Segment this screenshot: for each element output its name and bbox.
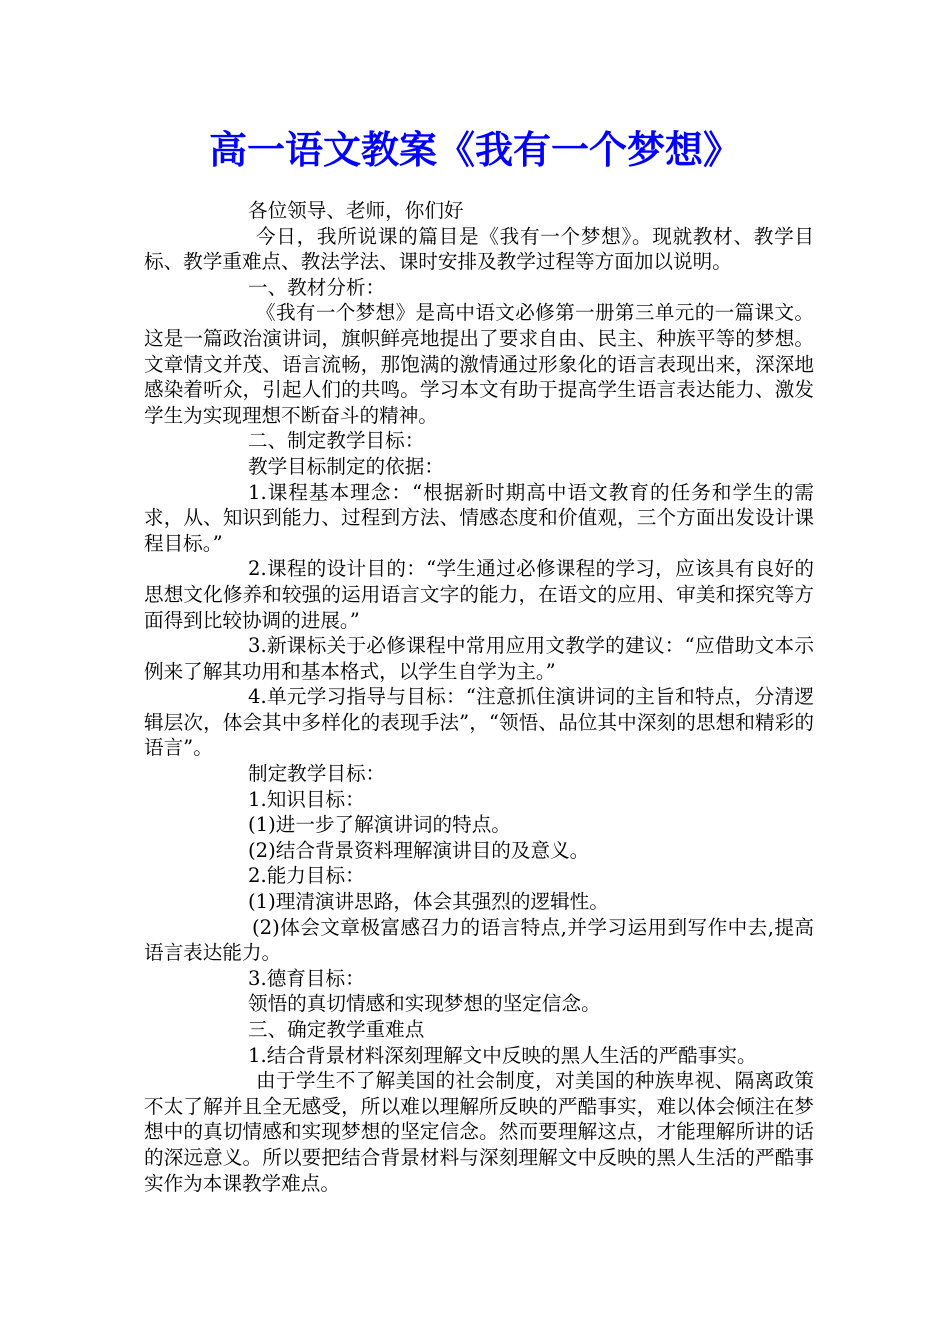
paragraph-intro: 今日，我所说课的篇目是《我有一个梦想》。现就教材、教学目标、教学重难点、教法学法、课时安排及教学过程等方面加以说明。 [144, 224, 814, 274]
paragraph-basis-2: 2.课程的设计目的：“学生通过必修课程的学习，应该具有良好的思想文化修养和较强的运用语言文字的能力，在语文的应用、审美和探究等方面得到比较协调的进展。” [144, 557, 814, 632]
paragraph-knowledge-1: (1)进一步了解演讲词的特点。 [248, 813, 511, 837]
paragraph-key-point-explanation: 由于学生不了解美国的社会制度，对美国的种族卑视、隔离政策不太了解并且全无感受，所以难以理解所反映的严酷事实，难以体会倾注在梦想中的真切情感和实现梦想的坚定信念。然而要理解这点，才能理解所讲的话的深远意义。所以要把结合背景材料与深刻理解文中反映的黑人生活的严酷事实作为本课教学难点。 [144, 1069, 814, 1195]
paragraph-ability-2: (2)体会文章极富感召力的语言特点,并学习运用到写作中去,提高语言表达能力。 [144, 915, 814, 965]
heading-section-1: 一、教材分析： [248, 275, 386, 299]
document-title: 高一语文教案《我有一个梦想》 [208, 127, 741, 172]
paragraph-basis-4: 4.单元学习指导与目标：“注意抓住演讲词的主旨和特点，分清逻辑层次，体会其中多样化的表现手法”，“领悟、品位其中深刻的思想和精彩的语言”。 [144, 685, 814, 760]
paragraph-moral-goal: 3.德育目标： [248, 966, 365, 990]
paragraph-moral-1: 领悟的真切情感和实现梦想的坚定信念。 [248, 992, 601, 1016]
paragraph-textbook-analysis: 《我有一个梦想》是高中语文必修第一册第三单元的一篇课文。这是一篇政治演讲词，旗帜鲜亮地提出了要求自由、民主、种族平等的梦想。文章情文并茂、语言流畅，那饱满的激情通过形象化的语言表现出来，深深地感染着听众，引起人们的共鸣。学习本文有助于提高学生语言表达能力、激发学生为实现理想不断奋斗的精神。 [144, 301, 814, 427]
paragraph-greeting: 各位领导、老师，你们好 [248, 199, 464, 222]
paragraph-ability-goal: 2.能力目标： [248, 864, 365, 888]
paragraph-knowledge-goal: 1.知识目标： [248, 787, 365, 811]
paragraph-knowledge-2: (2)结合背景资料理解演讲目的及意义。 [248, 838, 590, 862]
paragraph-basis-1: 1.课程基本理念：“根据新时期高中语文教育的任务和学生的需求，从、知识到能力、过程到方法、情感态度和价值观，三个方面出发设计课程目标。” [144, 480, 814, 555]
paragraph-ability-1: (1)理清演讲思路，体会其强烈的逻辑性。 [248, 890, 609, 914]
heading-section-2: 二、制定教学目标： [248, 429, 425, 453]
paragraph-key-point-1: 1.结合背景材料深刻理解文中反映的黑人生活的严酷事实。 [248, 1043, 757, 1067]
paragraph-objectives-heading: 制定教学目标： [248, 762, 386, 786]
paragraph-basis-3: 3.新课标关于必修课程中常用应用文教学的建议：“应借助文本示例来了解其功用和基本格式，以学生自学为主。” [144, 634, 814, 683]
heading-section-3: 三、确定教学重难点 [248, 1018, 425, 1041]
document-body [144, 198, 814, 1196]
paragraph-basis-heading: 教学目标制定的依据： [248, 454, 444, 478]
